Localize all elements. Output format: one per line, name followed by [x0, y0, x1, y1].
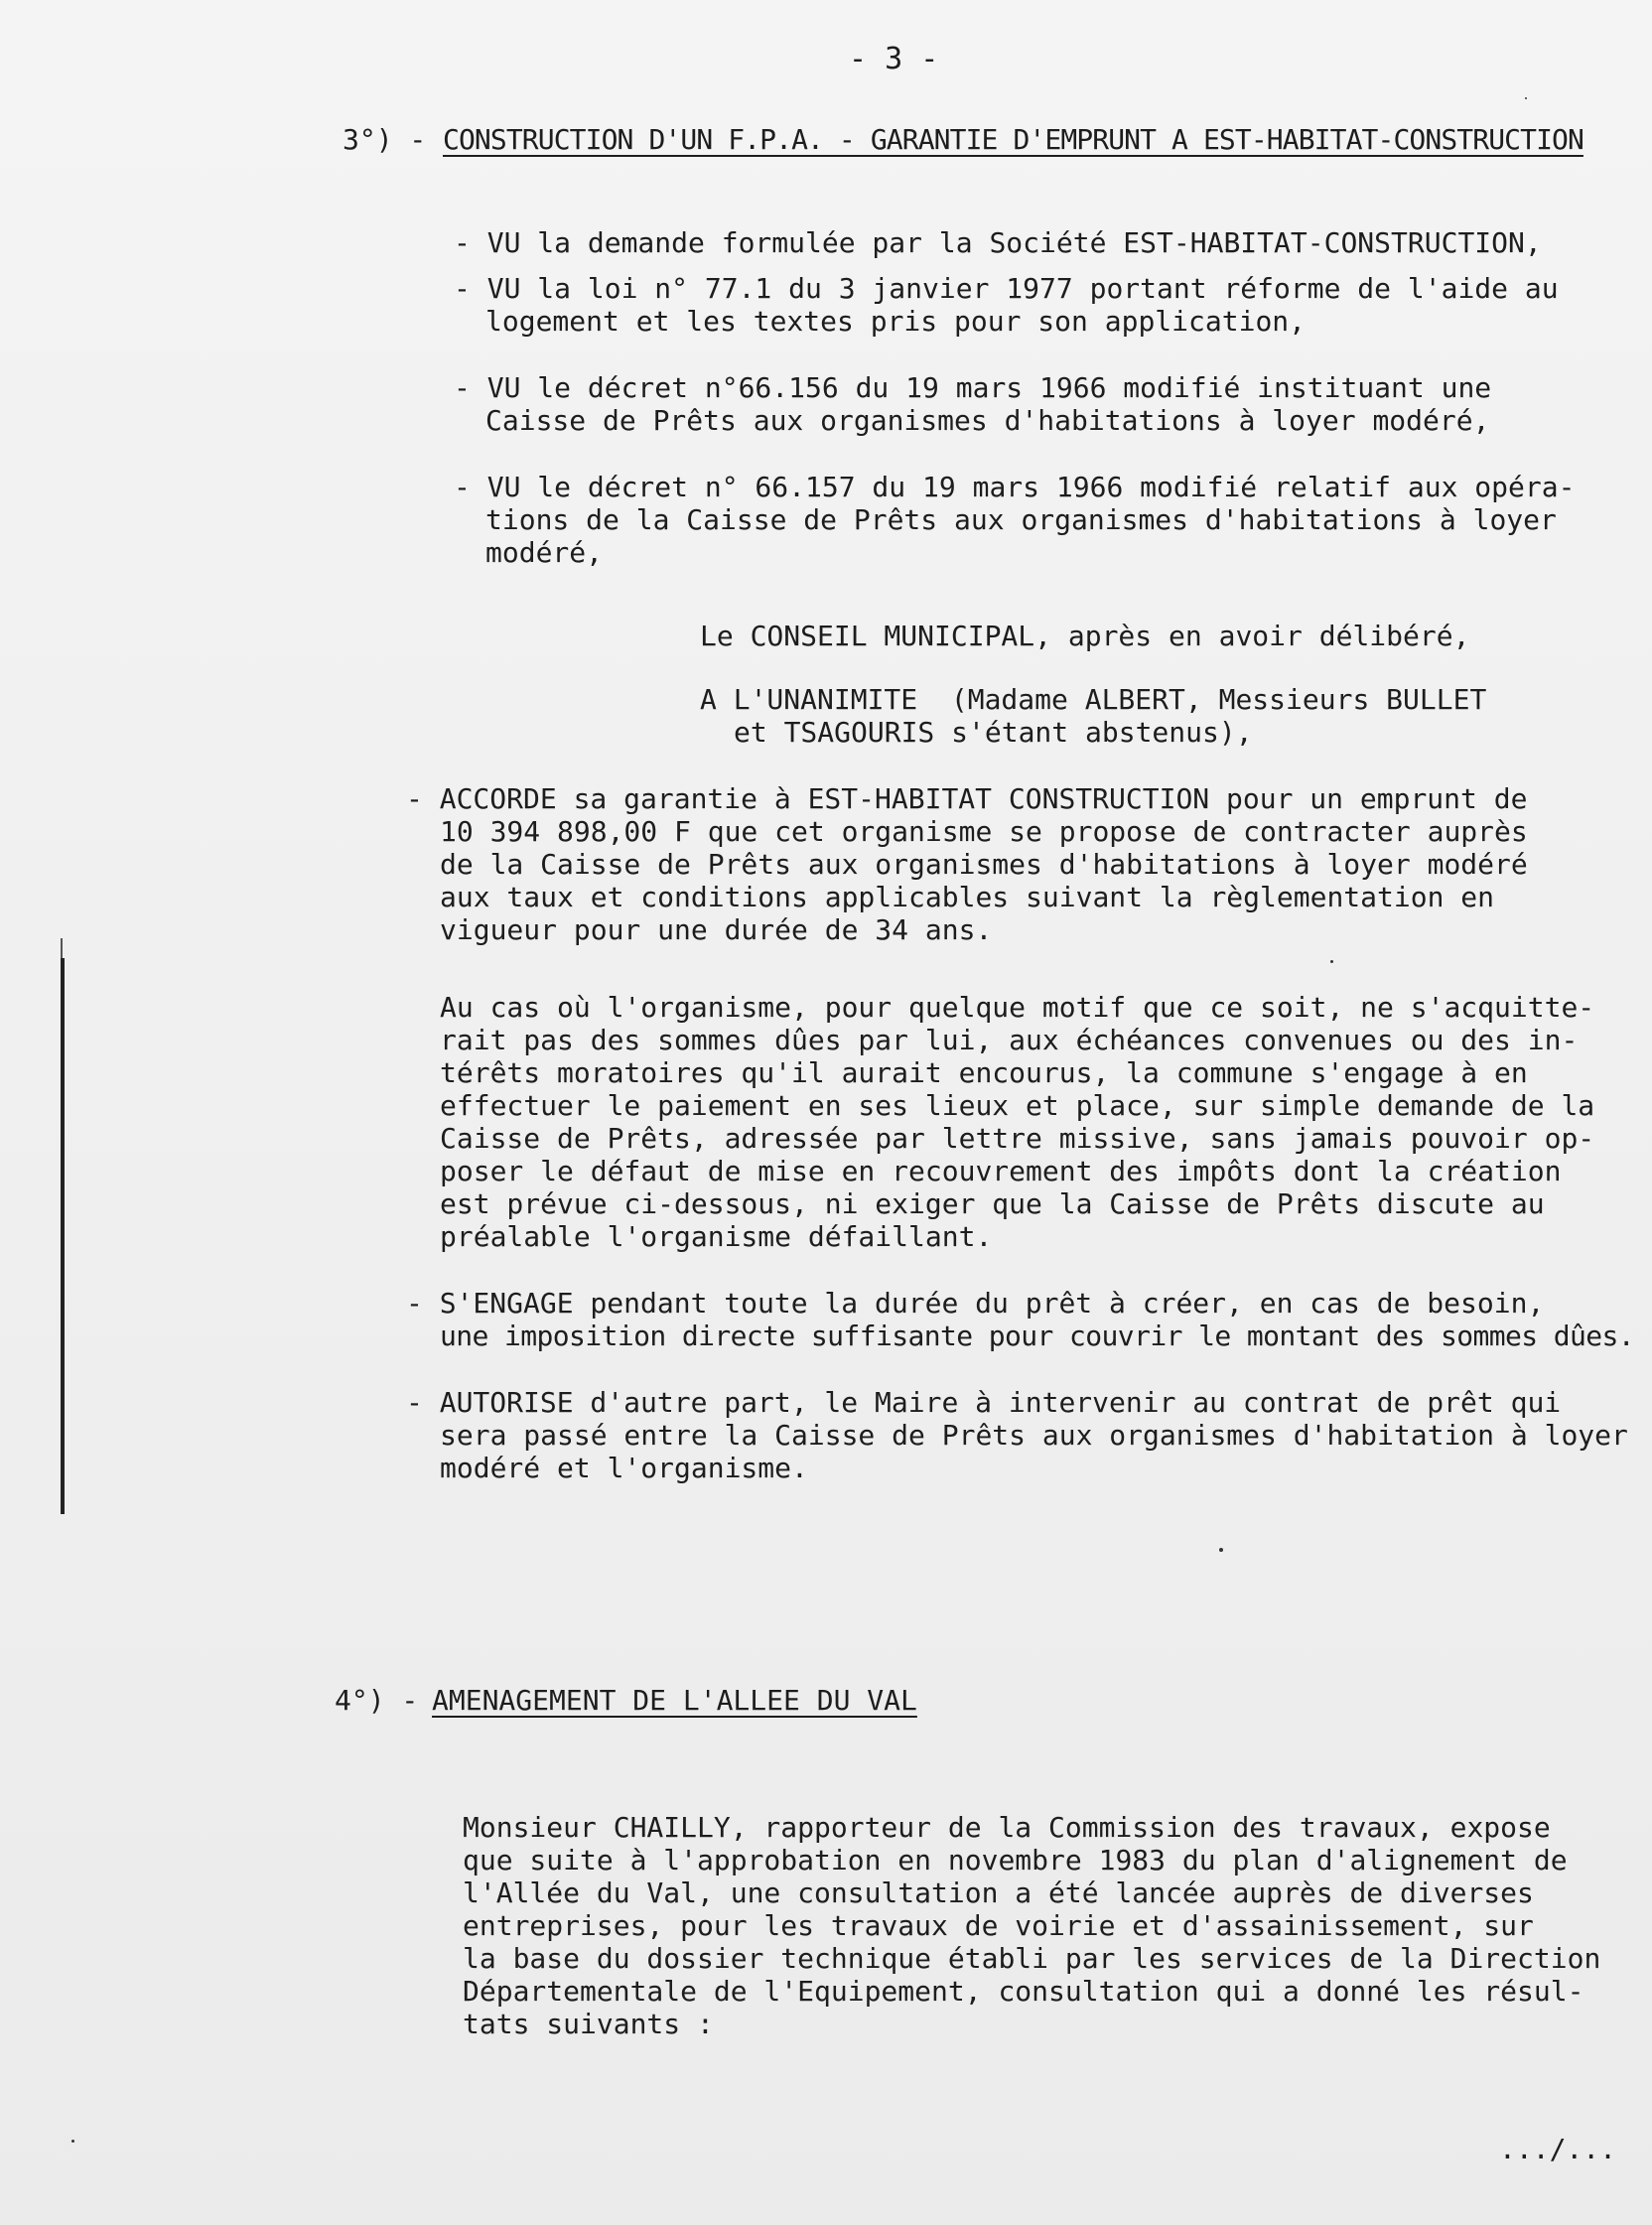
margin-tick-mark: [61, 938, 63, 958]
guarantee-line: térêts moratoires qu'il aurait encourus, la commune s'engage à en: [440, 1056, 1528, 1089]
ink-speck: [1330, 960, 1333, 963]
section-3-number: 3°) -: [343, 123, 427, 156]
vu-clause-2-line: logement et les textes pris pour son application,: [485, 305, 1307, 338]
engage-line: une imposition directe suffisante pour couvrir le montant des sommes dûes.: [440, 1320, 1635, 1352]
continuation-mark: .../...: [1499, 2133, 1617, 2165]
guarantee-line: Caisse de Prêts, adressée par lettre missive, sans jamais pouvoir op-: [440, 1122, 1595, 1155]
vu-clause-1: [454, 226, 1542, 259]
vu-clause-4-line: - VU le décret n° 66.157 du 19 mars 1966 modifié relatif aux opéra-: [454, 471, 1576, 503]
autorise-line: sera passé entre la Caisse de Prêts aux organismes d'habitation à loyer: [440, 1419, 1628, 1452]
section-4-line: Monsieur CHAILLY, rapporteur de la Commission des travaux, expose: [463, 1811, 1551, 1844]
engage-line: - S'ENGAGE pendant toute la durée du prêt à créer, en cas de besoin,: [406, 1287, 1545, 1320]
autorise-line: modéré et l'organisme.: [440, 1452, 808, 1484]
section-4-line: l'Allée du Val, une consultation a été lancée auprès de diverses: [463, 1877, 1534, 1909]
ink-speck: [1525, 97, 1527, 99]
vu-clause-2: [454, 272, 1559, 338]
accorde-line: aux taux et conditions applicables suivant la règlementation en: [440, 881, 1495, 913]
guarantee-paragraph: [440, 991, 1594, 1253]
council-statement: Le CONSEIL MUNICIPAL, après en avoir délibéré,: [700, 620, 1470, 652]
vu-clause-3-line: Caisse de Prêts aux organismes d'habitations à loyer modéré,: [485, 404, 1490, 437]
vu-clause-3: [454, 371, 1491, 437]
accorde-clause: [406, 782, 1528, 946]
guarantee-line: Au cas où l'organisme, pour quelque motif que ce soit, ne s'acquitte-: [440, 991, 1595, 1024]
guarantee-line: est prévue ci-dessous, ni exiger que la Caisse de Prêts discute au: [440, 1187, 1545, 1220]
vote-line: et TSAGOURIS s'étant abstenus),: [734, 716, 1253, 749]
vu-clause-2-line: - VU la loi n° 77.1 du 3 janvier 1977 portant réforme de l'aide au: [454, 272, 1559, 305]
accorde-line: - ACCORDE sa garantie à EST-HABITAT CONSTRUCTION pour un emprunt de: [406, 782, 1528, 815]
section-4-body: [463, 1811, 1600, 2040]
margin-change-bar: [61, 958, 65, 1514]
guarantee-line: préalable l'organisme défaillant.: [440, 1220, 993, 1253]
guarantee-line: effectuer le paiement en ses lieux et place, sur simple demande de la: [440, 1089, 1595, 1122]
section-4-title: AMENAGEMENT DE L'ALLEE DU VAL: [432, 1684, 917, 1717]
autorise-clause: [406, 1386, 1628, 1484]
accorde-line: de la Caisse de Prêts aux organismes d'habitations à loyer modéré: [440, 848, 1528, 881]
vu-clause-1-line: - VU la demande formulée par la Société EST-HABITAT-CONSTRUCTION,: [454, 226, 1542, 259]
ink-speck: [71, 2140, 74, 2143]
engage-clause: [406, 1287, 1634, 1352]
section-4-line: Départementale de l'Equipement, consultation qui a donné les résul-: [463, 1975, 1584, 2008]
vu-clause-4-line: modéré,: [485, 536, 604, 569]
autorise-line: - AUTORISE d'autre part, le Maire à intervenir au contrat de prêt qui: [406, 1386, 1562, 1419]
accorde-line: vigueur pour une durée de 34 ans.: [440, 913, 993, 946]
vu-clause-3-line: - VU le décret n°66.156 du 19 mars 1966 modifié instituant une: [454, 371, 1492, 404]
section-4-line: la base du dossier technique établi par les services de la Direction: [463, 1942, 1601, 1975]
page-number: - 3 -: [849, 42, 939, 76]
guarantee-line: poser le défaut de mise en recouvrement des impôts dont la création: [440, 1155, 1562, 1187]
vu-clause-4-line: tions de la Caisse de Prêts aux organismes d'habitations à loyer: [485, 503, 1557, 536]
vu-clause-4: [454, 471, 1575, 569]
section-4-line: que suite à l'approbation en novembre 1983 du plan d'alignement de: [463, 1844, 1568, 1877]
guarantee-line: rait pas des sommes dûes par lui, aux échéances convenues ou des in-: [440, 1024, 1579, 1056]
ink-speck: [1219, 1548, 1223, 1552]
vote-result: [700, 683, 1486, 749]
section-4-line: tats suivants :: [463, 2008, 714, 2040]
accorde-line: 10 394 898,00 F que cet organisme se propose de contracter auprès: [440, 815, 1528, 848]
vote-line: A L'UNANIMITE (Madame ALBERT, Messieurs BULLET: [700, 683, 1487, 716]
section-3-title: CONSTRUCTION D'UN F.P.A. - GARANTIE D'EMPRUNT A EST-HABITAT-CONSTRUCTION: [443, 123, 1583, 156]
section-4-number: 4°) -: [335, 1684, 419, 1717]
section-4-line: entreprises, pour les travaux de voirie et d'assainissement, sur: [463, 1909, 1534, 1942]
